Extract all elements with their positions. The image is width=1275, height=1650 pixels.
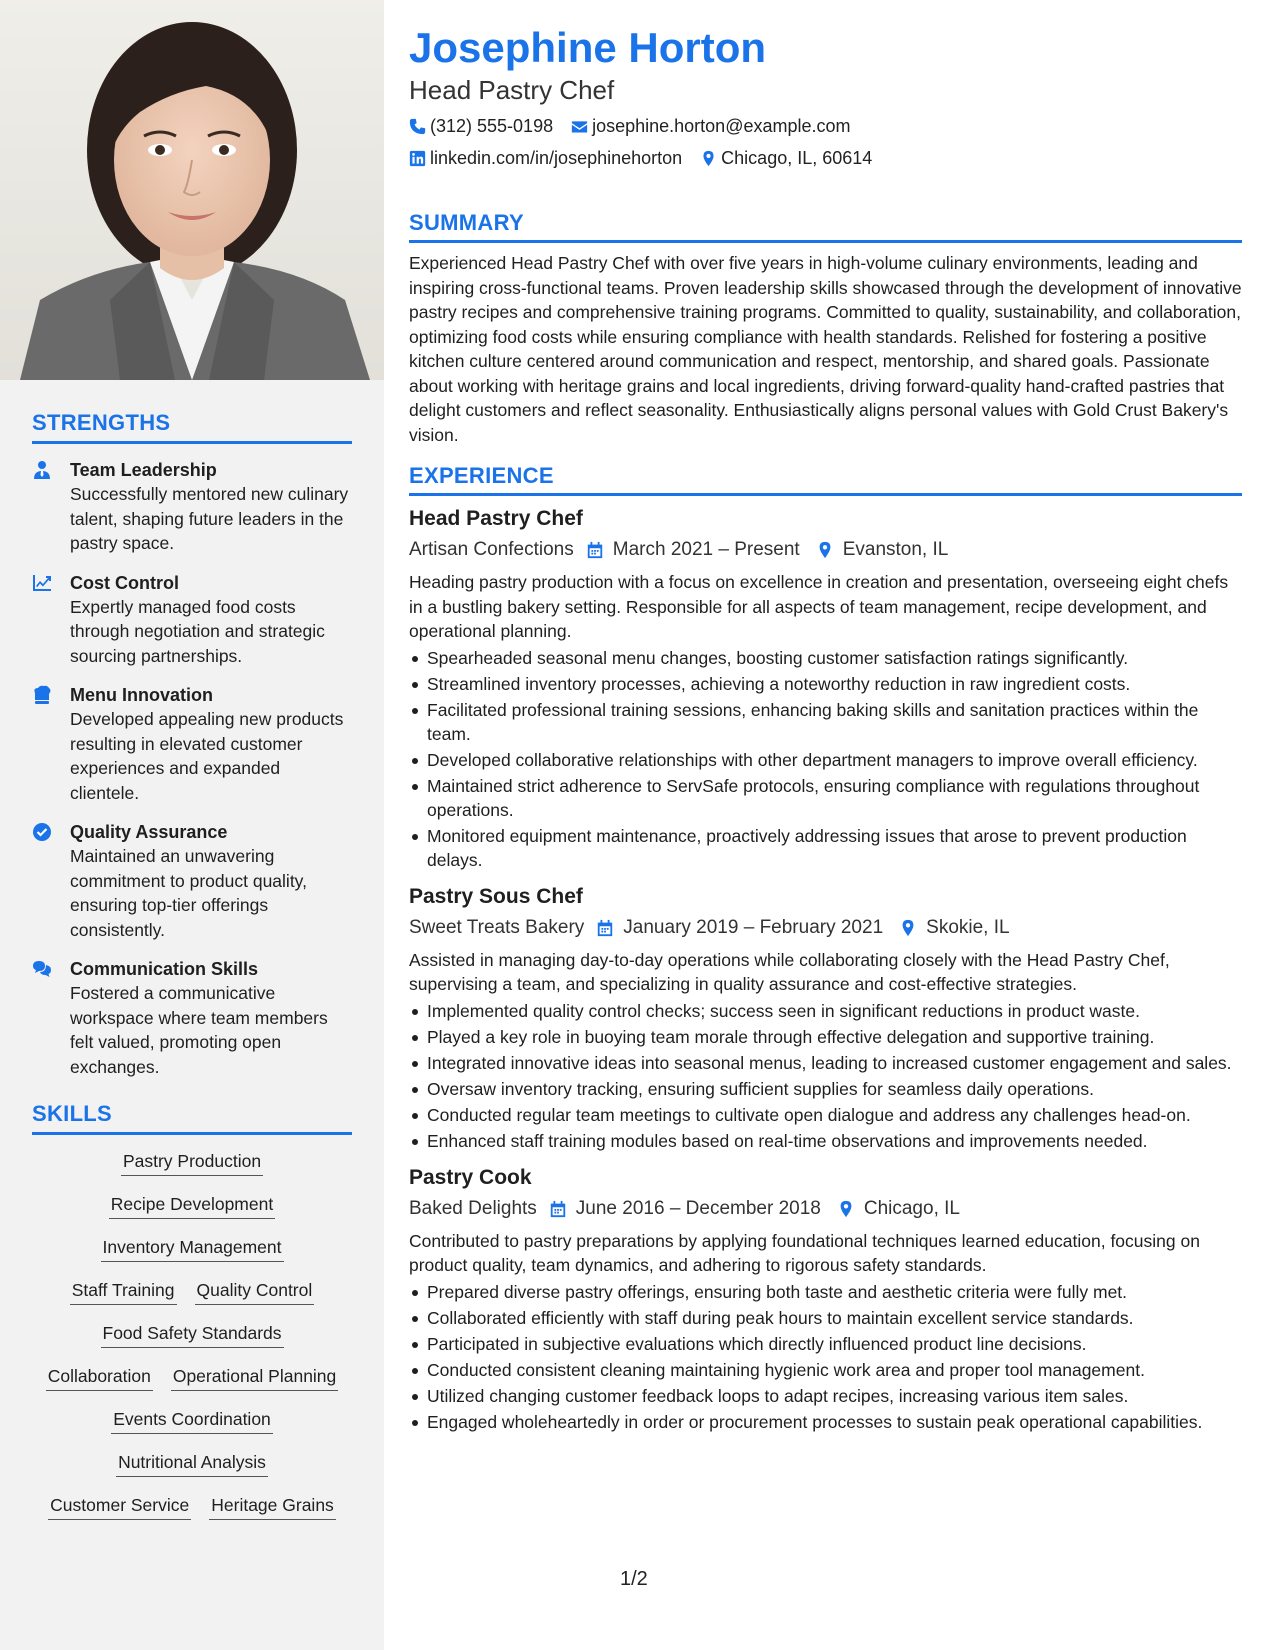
experience-heading: EXPERIENCE — [409, 463, 1242, 496]
job-dates: January 2019 – February 2021 — [623, 916, 884, 938]
strength-desc: Fostered a communicative workspace where team members felt valued, promoting open exchanges. — [70, 983, 328, 1077]
linkedin-icon — [409, 150, 426, 167]
email-contact[interactable] — [571, 114, 850, 138]
chef-hat-icon — [32, 683, 70, 805]
skill-tag: Staff Training — [70, 1278, 177, 1305]
job-description: Contributed to pastry preparations by applying foundational techniques learned education, focusing on product quality, team dynamics, and adhering to rigorous safety standards. — [409, 1230, 1200, 1275]
sidebar-content — [32, 410, 352, 1520]
strength-title: Quality Assurance — [70, 822, 228, 842]
chart-line-icon — [32, 571, 70, 669]
location-contact — [700, 146, 872, 170]
bullet-item: Prepared diverse pastry offerings, ensuring both taste and aesthetic criteria were fully met. — [409, 1280, 1242, 1304]
strength-title: Communication Skills — [70, 959, 259, 979]
strength-desc: Developed appealing new products resulting in elevated customer experiences and expanded clientele. — [70, 709, 344, 803]
bullet-item: Played a key role in buoying team morale through effective delegation and supportive training. — [409, 1025, 1242, 1049]
strength-item — [32, 458, 352, 556]
job-bullets — [409, 999, 1242, 1153]
bullet-item: Conducted regular team meetings to cultivate open dialogue and address any challenges head-on. — [409, 1103, 1242, 1127]
contact-row — [409, 114, 1242, 138]
job-bullets — [409, 646, 1242, 872]
strength-title: Cost Control — [70, 572, 179, 593]
job-meta — [409, 536, 1242, 564]
bullet-item: Utilized changing customer feedback loops to adapt recipes, increasing various item sales. — [409, 1384, 1242, 1408]
strength-item — [32, 683, 352, 805]
bullet-item: Facilitated professional training sessions, enhancing baking skills and sanitation practices within the team. — [409, 698, 1242, 746]
bullet-item: Monitored equipment maintenance, proactively addressing issues that arose to prevent production delays. — [409, 824, 1242, 872]
candidate-name: Josephine Horton — [409, 24, 767, 71]
job-entry — [409, 882, 1242, 1153]
job-company: Sweet Treats Bakery — [409, 916, 585, 938]
strength-desc: Successfully mentored new culinary talent, shaping future leaders in the pastry space. — [70, 484, 349, 553]
job-description: Assisted in managing day-to-day operations while collaborating closely with the Head Pastry Chef, supervising a team, and specializing in quality assurance and cost-effective strategies. — [409, 949, 1170, 994]
phone-icon — [409, 118, 426, 135]
skill-tag: Nutritional Analysis — [116, 1450, 268, 1477]
linkedin-contact[interactable] — [409, 146, 682, 170]
strength-item — [32, 820, 352, 942]
job-dates: June 2016 – December 2018 — [575, 1197, 821, 1219]
strength-title: Menu Innovation — [70, 685, 213, 705]
strength-title: Team Leadership — [70, 460, 217, 480]
job-company: Baked Delights — [409, 1197, 537, 1219]
skill-tag: Inventory Management — [101, 1235, 284, 1262]
bullet-item: Collaborated efficiently with staff during peak hours to maintain excellent service standards. — [409, 1306, 1242, 1330]
skill-tag: Quality Control — [195, 1278, 315, 1305]
bullet-item: Integrated innovative ideas into seasonal menus, leading to increased customer engagement and sales. — [409, 1051, 1242, 1075]
bullet-item: Participated in subjective evaluations which directly influenced product line decisions. — [409, 1332, 1242, 1356]
job-entry — [409, 1163, 1242, 1434]
contact-row-2 — [409, 146, 1242, 170]
job-meta — [409, 1195, 1242, 1223]
skills-list — [32, 1149, 352, 1520]
job-location: Skokie, IL — [926, 916, 1010, 938]
strength-desc: Expertly managed food costs through negotiation and strategic sourcing partnerships. — [70, 596, 325, 666]
calendar-icon — [549, 1200, 567, 1218]
job-title: Pastry Sous Chef — [409, 884, 583, 908]
skill-tag: Food Safety Standards — [101, 1321, 284, 1348]
bullet-item: Oversaw inventory tracking, ensuring sufficient supplies for seamless daily operations. — [409, 1077, 1242, 1101]
skills-heading: SKILLS — [32, 1101, 352, 1135]
bullet-item: Engaged wholeheartedly in order or procurement processes to sustain peak operational capabilities. — [409, 1410, 1242, 1434]
skill-tag: Pastry Production — [121, 1149, 263, 1176]
map-pin-icon — [899, 919, 917, 937]
calendar-icon — [586, 541, 604, 559]
bullet-item: Maintained strict adherence to ServSafe protocols, ensuring compliance with regulations throughout operations. — [409, 774, 1242, 822]
main-content — [409, 22, 1242, 1444]
linkedin-text: linkedin.com/in/josephinehorton — [430, 148, 683, 168]
bullet-item: Enhanced staff training modules based on real-time observations and improvements needed. — [409, 1129, 1242, 1153]
job-description: Heading pastry production with a focus on excellence in creation and presentation, overseeing eight chefs in a bustling bakery setting. Responsible for all aspects of team management, recipe development, and operational planning. — [409, 572, 1229, 641]
strengths-heading: STRENGTHS — [32, 410, 352, 444]
email-text: josephine.horton@example.com — [592, 116, 851, 136]
job-location: Chicago, IL — [863, 1197, 960, 1219]
strength-desc: Maintained an unwavering commitment to product quality, ensuring top-tier offerings consistently. — [70, 846, 307, 940]
job-title: Head Pastry Chef — [409, 507, 583, 530]
phone-text: (312) 555-0198 — [430, 116, 554, 136]
strength-item — [32, 957, 352, 1079]
job-company: Artisan Confections — [409, 539, 574, 560]
candidate-title: Head Pastry Chef — [409, 75, 615, 105]
strength-item — [32, 571, 352, 669]
bullet-item: Conducted consistent cleaning maintaining hygienic work area and proper tool management. — [409, 1358, 1242, 1382]
user-tie-icon — [32, 458, 70, 556]
skill-tag: Events Coordination — [111, 1407, 273, 1434]
phone-contact[interactable] — [409, 114, 553, 138]
profile-photo — [0, 0, 384, 380]
skill-tag: Heritage Grains — [209, 1493, 336, 1520]
calendar-icon — [596, 919, 614, 937]
map-pin-icon — [837, 1200, 855, 1218]
bullet-item: Implemented quality control checks; success seen in significant reductions in product waste. — [409, 999, 1242, 1023]
skill-tag: Collaboration — [46, 1364, 153, 1391]
experience-section — [409, 463, 1242, 1434]
location-text: Chicago, IL, 60614 — [721, 148, 873, 168]
job-bullets — [409, 1280, 1242, 1434]
job-dates: March 2021 – Present — [612, 539, 800, 560]
summary-text: Experienced Head Pastry Chef with over five years in high-volume culinary environments, leading and inspiring cross-functional teams. Proven leadership skills showcased through the development of innovative pastry recipes and comprehensive training programs. Committed to quality, sustainability, and collaboration, optimizing food costs while ensuring compliance with health standards. Relished for fostering a positive kitchen culture centered around communication and respect, mentorship, and shared goals. Passionate about working with heritage grains and local ingredients, driving forward-quality hand-crafted pastries that delight customers and reflect seasonality. Enthusiastically aligns personal values with Gold Crust Bakery's vision. — [409, 253, 1242, 445]
page-number: 1/2 — [620, 1568, 648, 1590]
job-title: Pastry Cook — [409, 1165, 532, 1189]
sidebar — [0, 0, 384, 1650]
summary-section — [409, 210, 1242, 447]
job-meta — [409, 914, 1242, 942]
skill-tag: Operational Planning — [171, 1364, 338, 1391]
bullet-item: Developed collaborative relationships with other department managers to improve overall efficiency. — [409, 748, 1242, 772]
job-entry — [409, 504, 1242, 872]
comments-icon — [32, 957, 70, 1079]
envelope-icon — [571, 118, 588, 135]
map-pin-icon — [816, 541, 834, 559]
job-location: Evanston, IL — [842, 539, 949, 560]
map-pin-icon — [700, 150, 717, 167]
skill-tag: Recipe Development — [109, 1192, 275, 1219]
bullet-item: Spearheaded seasonal menu changes, boosting customer satisfaction ratings significantly. — [409, 646, 1242, 670]
bullet-item: Streamlined inventory processes, achieving a noteworthy reduction in raw ingredient costs. — [409, 672, 1242, 696]
check-badge-icon — [32, 820, 70, 942]
skill-tag: Customer Service — [48, 1493, 191, 1520]
summary-heading: SUMMARY — [409, 210, 1242, 243]
